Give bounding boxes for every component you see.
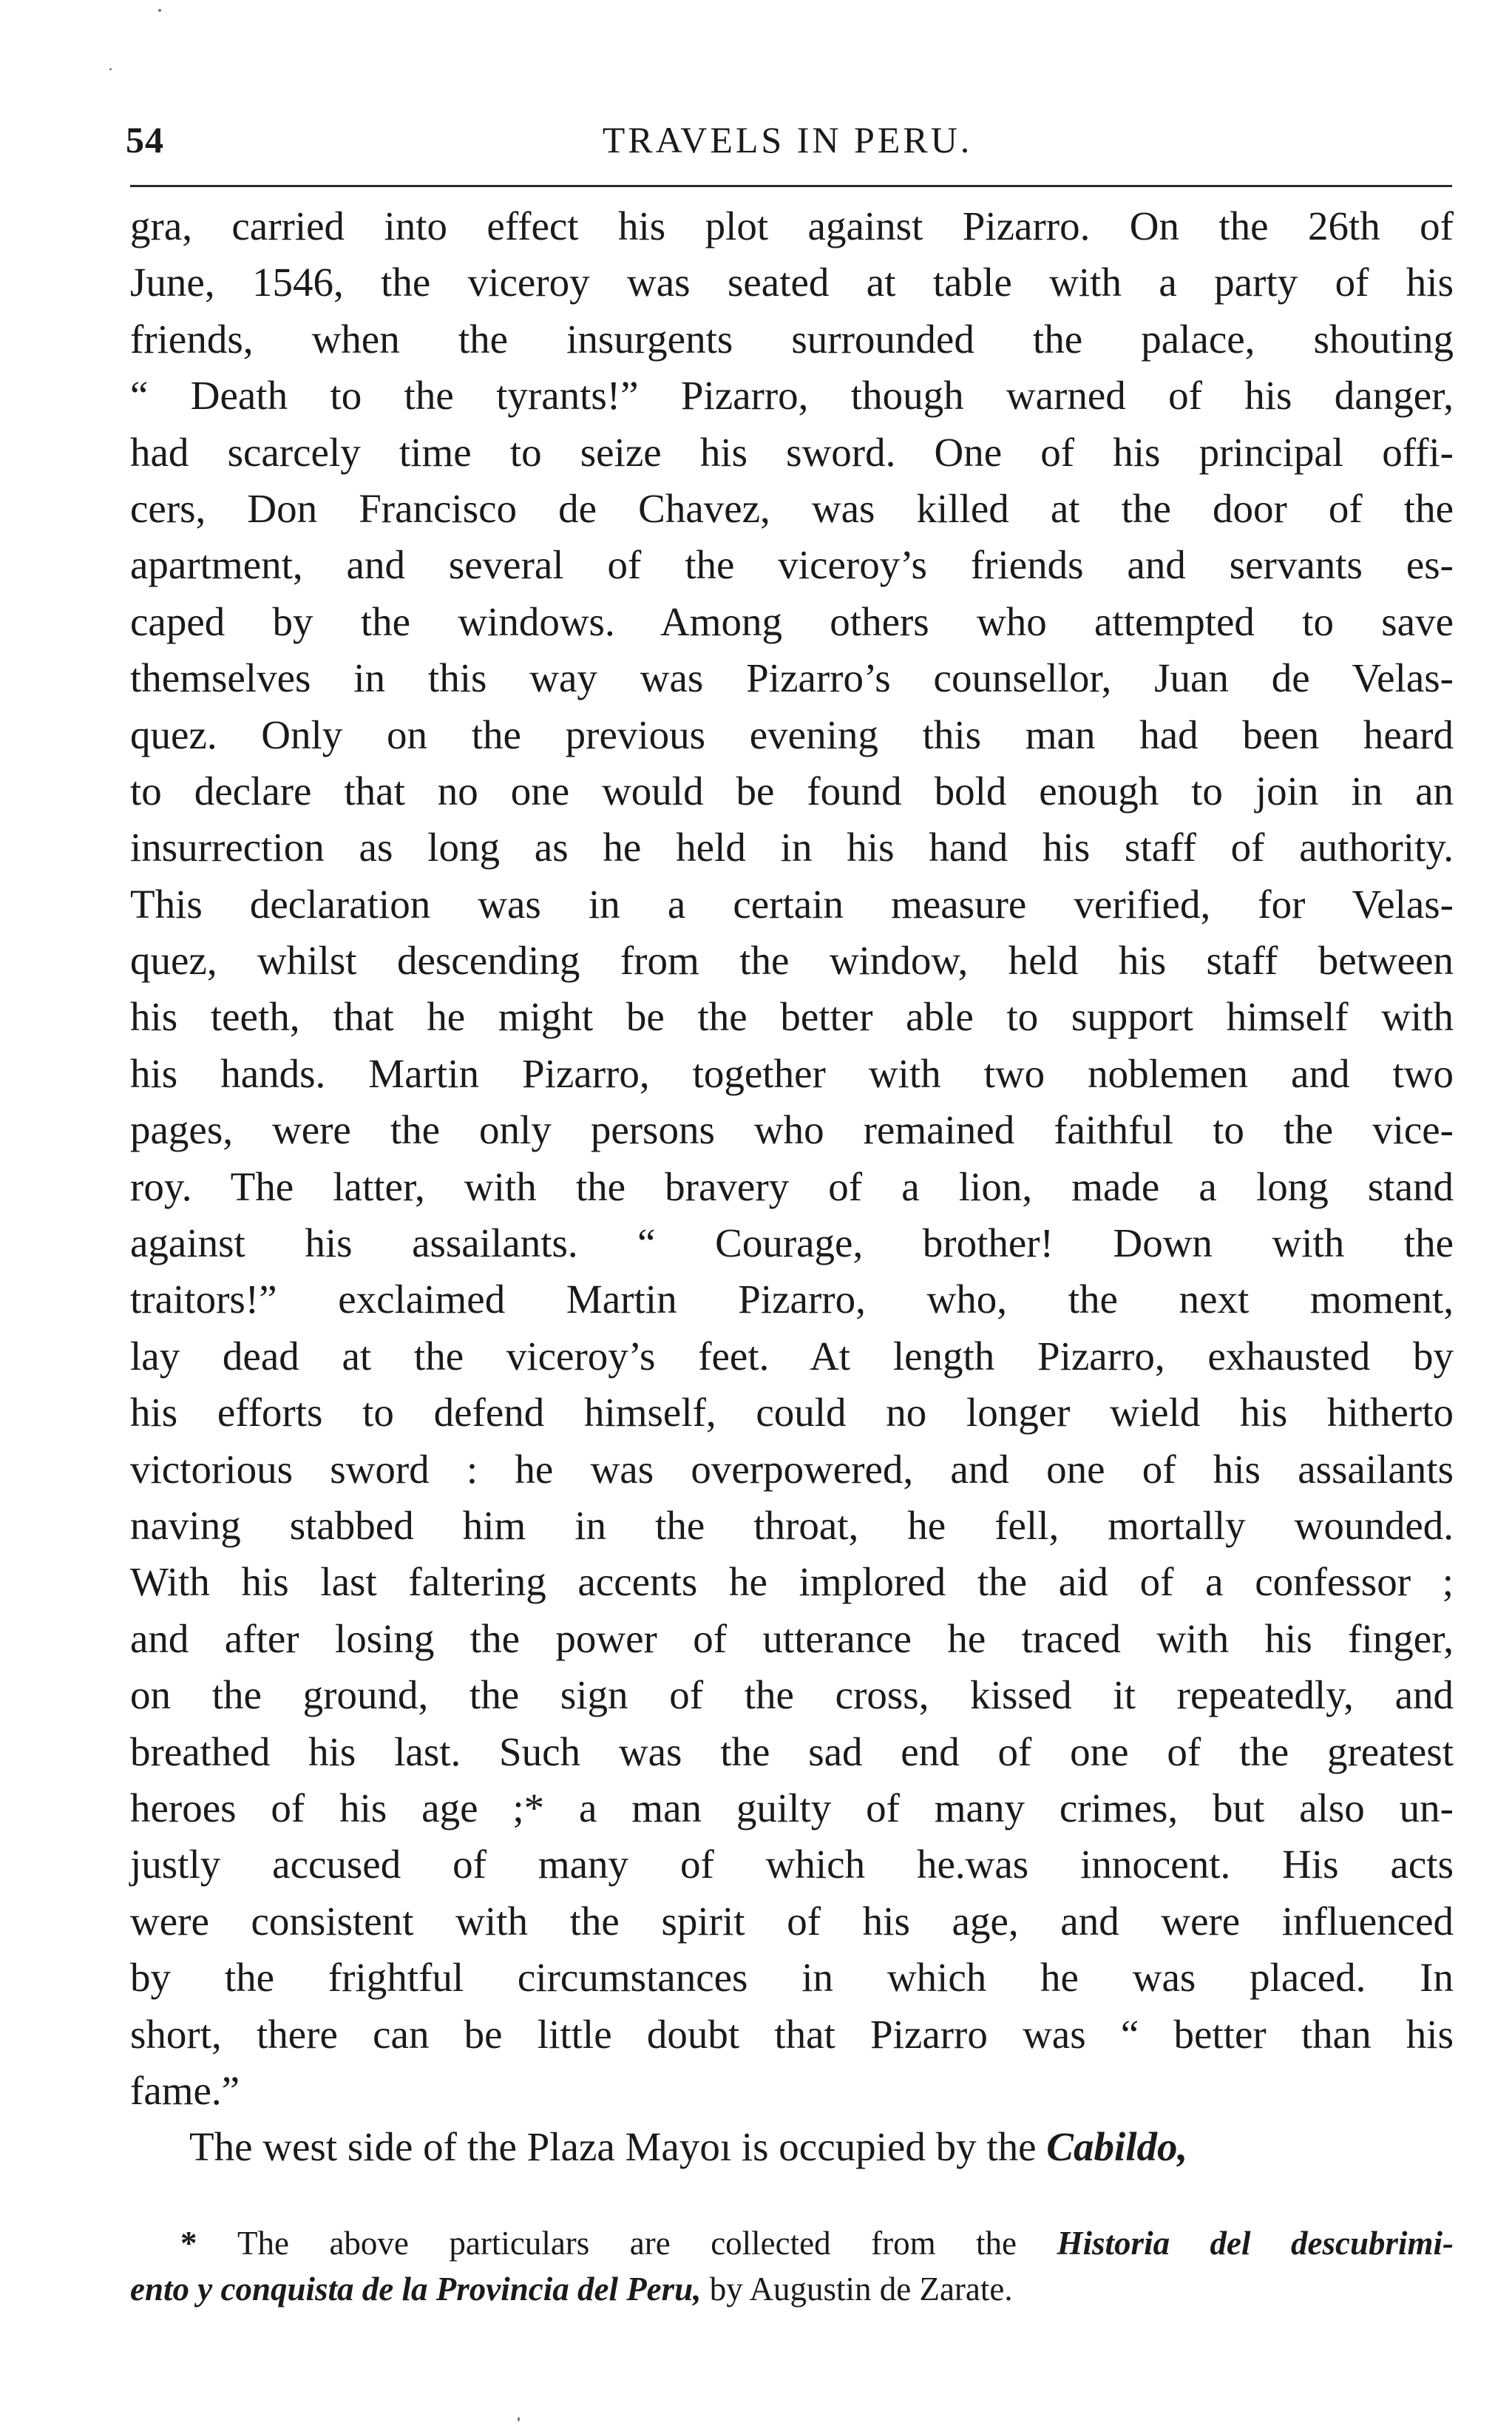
text-line: quez. Only on the previous evening this man had been heard <box>130 711 1454 757</box>
text-line: caped by the windows. Among others who attempted to save <box>130 598 1454 644</box>
text-line: roy. The latter, with the bravery of a lion, made a long stand <box>130 1163 1454 1209</box>
text-line: cers, Don Francisco de Chavez, was killed at the door of the <box>130 485 1454 531</box>
text-line: lay dead at the viceroy’s feet. At length Pizarro, exhausted by <box>130 1333 1454 1379</box>
header-rule <box>130 185 1452 187</box>
text-line: gra, carried into effect his plot against Pizarro. On the 26th of <box>130 203 1454 249</box>
text-line: quez, whilst descending from the window, held his staff between <box>130 938 1454 984</box>
running-head <box>126 118 1449 170</box>
text-line: “ Death to the tyrants!” Pizarro, though warned of his danger, <box>130 373 1454 419</box>
text-line: his hands. Martin Pizarro, together with two noblemen and two <box>130 1050 1454 1096</box>
text-line: June, 1546, the viceroy was seated at table with a party of his <box>130 260 1454 305</box>
footnote-line <box>130 2266 1454 2312</box>
text-line: With his last faltering accents he implored the aid of a confessor ; <box>130 1559 1454 1605</box>
text-line: heroes of his age ;* a man guilty of many crimes, but also un- <box>130 1785 1454 1830</box>
paragraph-line <box>130 2119 1454 2175</box>
text-line: pages, were the only persons who remained faithful to the vice- <box>130 1107 1454 1153</box>
text-line: against his assailants. “ Courage, brother! Down with the <box>130 1220 1454 1266</box>
text-line: naving stabbed him in the throat, he fell, mortally wounded. <box>130 1502 1454 1548</box>
text-line: justly accused of many of which he.was innocent. His acts <box>130 1842 1454 1887</box>
footnote <box>130 2220 1454 2312</box>
text-line: insurrection as long as he held in his hand his staff of authority. <box>130 825 1454 871</box>
text-line: traitors!” exclaimed Martin Pizarro, who, the next moment, <box>130 1277 1454 1322</box>
italic-term: Cabildo, <box>1046 2124 1188 2170</box>
footnote-text: The above particulars are collected from the <box>237 2225 1057 2262</box>
footnote-marker: * <box>180 2225 237 2262</box>
footnote-italic: ento y conquista de la Provincia del Peru, <box>130 2271 702 2308</box>
page-number: 54 <box>126 119 164 160</box>
paper-speck <box>109 68 112 70</box>
body-text <box>130 198 1454 2176</box>
text-line: breathed his last. Such was the sad end of one of the greatest <box>130 1728 1454 1774</box>
paragraph-text: The west side of the Plaza Mayoı is occupied by the <box>189 2124 1047 2170</box>
text-line: had scarcely time to seize his sword. One of his principal offi- <box>130 429 1454 475</box>
text-line: his efforts to defend himself, could no longer wield his hitherto <box>130 1390 1454 1436</box>
text-line: his teeth, that he might be the better able to support himself with <box>130 994 1454 1040</box>
running-title: TRAVELS IN PERU. <box>602 119 973 160</box>
text-line: to declare that no one would be found bold enough to join in an <box>130 768 1454 814</box>
text-line: themselves in this way was Pizarro’s counsellor, Juan de Velas- <box>130 655 1454 701</box>
text-line: and after losing the power of utterance he traced with his finger, <box>130 1615 1454 1661</box>
text-line: by the frightful circumstances in which he was placed. In <box>130 1955 1454 2001</box>
text-line: were consistent with the spirit of his age, and were influenced <box>130 1898 1454 1944</box>
text-line: on the ground, the sign of the cross, kissed it repeatedly, and <box>130 1672 1454 1718</box>
text-line: friends, when the insurgents surrounded the palace, shouting <box>130 316 1454 362</box>
text-line: apartment, and several of the viceroy’s friends and servants es- <box>130 542 1454 588</box>
footnote-text: by Augustin de Zarate. <box>701 2271 1013 2308</box>
text-line: fame.” <box>130 2067 240 2113</box>
footnote-italic: Historia del descubrimi- <box>1057 2225 1454 2262</box>
text-line: victorious sword : he was overpowered, and one of his assailants <box>130 1446 1454 1492</box>
paper-speck <box>518 2417 520 2421</box>
paper-speck <box>158 9 161 12</box>
text-line: This declaration was in a certain measure verified, for Velas- <box>130 881 1454 927</box>
text-line: short, there can be little doubt that Pizarro was “ better than his <box>130 2011 1454 2057</box>
footnote-line <box>130 2220 1454 2266</box>
